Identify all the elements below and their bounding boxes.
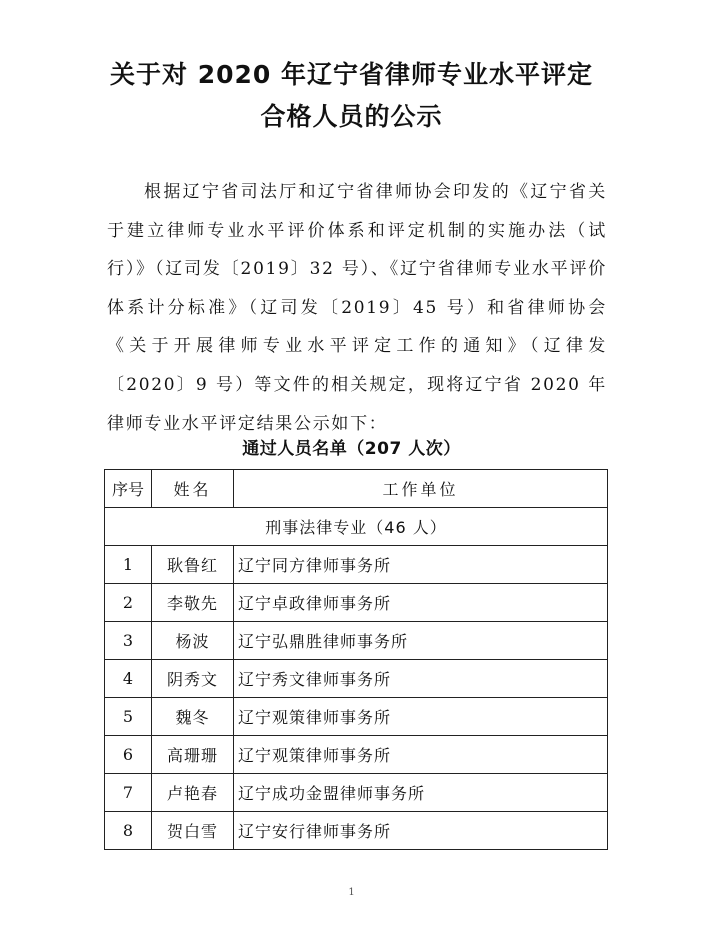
table-row xyxy=(105,698,608,736)
table-row xyxy=(105,622,608,660)
table-row xyxy=(105,584,608,622)
row-name: 魏冬 xyxy=(152,698,234,736)
page-number: 1 xyxy=(348,887,355,898)
section-title: 刑事法律专业（46 人） xyxy=(105,508,608,546)
row-unit: 辽宁安行律师事务所 xyxy=(234,812,608,850)
row-unit: 辽宁卓政律师事务所 xyxy=(234,584,608,622)
table-row xyxy=(105,736,608,774)
row-name: 贺白雪 xyxy=(152,812,234,850)
row-index: 1 xyxy=(105,546,152,584)
row-unit: 辽宁秀文律师事务所 xyxy=(234,660,608,698)
section-row xyxy=(105,508,608,546)
row-unit: 辽宁观策律师事务所 xyxy=(234,736,608,774)
row-unit: 辽宁同方律师事务所 xyxy=(234,546,608,584)
header-name: 姓名 xyxy=(152,470,234,508)
row-name: 杨波 xyxy=(152,622,234,660)
table-row xyxy=(105,812,608,850)
row-name: 高珊珊 xyxy=(152,736,234,774)
row-index: 6 xyxy=(105,736,152,774)
row-index: 7 xyxy=(105,774,152,812)
row-unit: 辽宁弘鼎胜律师事务所 xyxy=(234,622,608,660)
row-index: 3 xyxy=(105,622,152,660)
document-title-line-1: 关于对 2020 年辽宁省律师专业水平评定 xyxy=(110,60,593,89)
table-row xyxy=(105,546,608,584)
row-name: 李敬先 xyxy=(152,584,234,622)
document-title-line-2: 合格人员的公示 xyxy=(260,102,443,131)
row-index: 8 xyxy=(105,812,152,850)
row-name: 卢艳春 xyxy=(152,774,234,812)
row-name: 耿鲁红 xyxy=(152,546,234,584)
header-unit: 工作单位 xyxy=(234,470,608,508)
row-index: 4 xyxy=(105,660,152,698)
body-paragraph: 根据辽宁省司法厅和辽宁省律师协会印发的《辽宁省关于建立律师专业水平评价体系和评定机制的实施办法（试行）》（辽司发〔2019〕32 号）、《辽宁省律师专业水平评价体系计分标准》（辽司发〔2019〕45 号）和省律师协会《关于开展律师专业水平评定工作的通知》（辽律发〔2020〕9 号）等文件的相关规定，现将辽宁省 2020 年律师专业水平评定结果公示如下： xyxy=(107,182,607,434)
row-index: 2 xyxy=(105,584,152,622)
table-header-row xyxy=(105,470,608,508)
table-row xyxy=(105,774,608,812)
header-index: 序号 xyxy=(105,470,152,508)
row-unit: 辽宁成功金盟律师事务所 xyxy=(234,774,608,812)
row-index: 5 xyxy=(105,698,152,736)
row-unit: 辽宁观策律师事务所 xyxy=(234,698,608,736)
roster-table xyxy=(104,469,608,850)
row-name: 阴秀文 xyxy=(152,660,234,698)
list-title: 通过人员名单（207 人次） xyxy=(242,439,461,459)
table-row xyxy=(105,660,608,698)
